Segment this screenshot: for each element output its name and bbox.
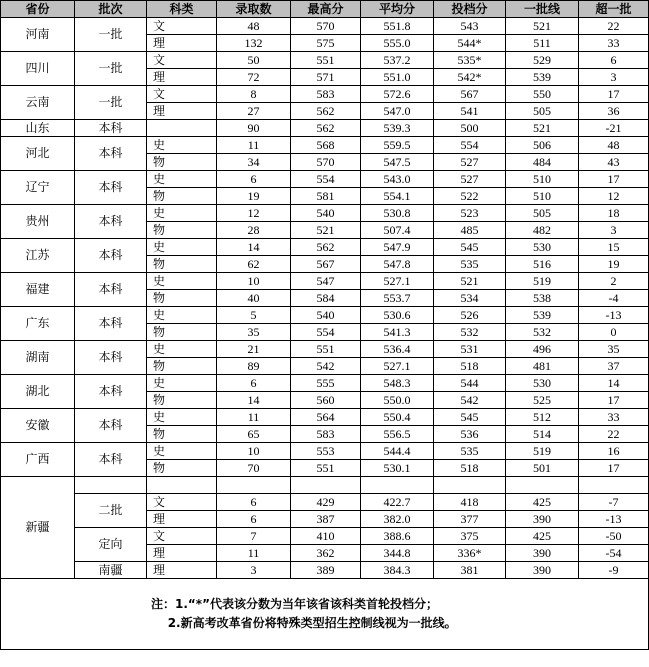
toudang-score-cell: 542 — [434, 392, 506, 409]
batch-cell: 一批 — [75, 86, 147, 120]
batch-cell: 本科 — [75, 307, 147, 341]
over-line-cell: 14 — [579, 375, 649, 392]
batch-cell: 二批 — [75, 494, 147, 528]
over-line-cell: -13 — [579, 511, 649, 528]
max-score-cell: 410 — [291, 528, 361, 545]
table-row — [1, 477, 649, 494]
avg-score-cell: 547.5 — [361, 154, 434, 171]
batch-cell: 本科 — [75, 341, 147, 375]
over-line-cell: 17 — [579, 171, 649, 188]
province-cell: 江苏 — [1, 239, 75, 273]
toudang-score-cell: 527 — [434, 154, 506, 171]
max-score-cell: 554 — [291, 171, 361, 188]
over-line-cell: 36 — [579, 103, 649, 120]
over-line-cell: -9 — [579, 562, 649, 579]
batch-cell: 定向 — [75, 528, 147, 562]
avg-score-cell: 547.0 — [361, 103, 434, 120]
subject-cell: 史 — [147, 239, 217, 256]
province-cell: 山东 — [1, 120, 75, 137]
first-batch-line-cell: 512 — [506, 409, 579, 426]
first-batch-line-cell: 514 — [506, 426, 579, 443]
table-row — [1, 137, 649, 154]
count-cell: 21 — [217, 341, 291, 358]
avg-score-cell: 559.5 — [361, 137, 434, 154]
table-row — [1, 205, 649, 222]
avg-score-cell: 547.9 — [361, 239, 434, 256]
over-line-cell: 3 — [579, 69, 649, 86]
column-header: 省份 — [1, 1, 75, 18]
table-row — [1, 528, 649, 545]
subject-cell: 史 — [147, 273, 217, 290]
max-score-cell: 389 — [291, 562, 361, 579]
province-cell: 福建 — [1, 273, 75, 307]
batch-cell: 南疆 — [75, 562, 147, 579]
max-score-cell: 551 — [291, 460, 361, 477]
over-line-cell: 33 — [579, 35, 649, 52]
avg-score-cell: 548.3 — [361, 375, 434, 392]
count-cell: 14 — [217, 239, 291, 256]
max-score-cell: 555 — [291, 375, 361, 392]
toudang-score-cell: 535 — [434, 443, 506, 460]
first-batch-line-cell: 510 — [506, 188, 579, 205]
max-score-cell: 551 — [291, 52, 361, 69]
first-batch-line-cell: 529 — [506, 52, 579, 69]
toudang-score-cell: 544 — [434, 375, 506, 392]
batch-cell: 本科 — [75, 273, 147, 307]
over-line-cell: 33 — [579, 409, 649, 426]
table-row — [1, 494, 649, 511]
count-cell: 11 — [217, 137, 291, 154]
over-line-cell: -4 — [579, 290, 649, 307]
table-row — [1, 375, 649, 392]
first-batch-line-cell — [506, 477, 579, 494]
first-batch-line-cell: 390 — [506, 545, 579, 562]
subject-cell: 物 — [147, 154, 217, 171]
toudang-score-cell: 567 — [434, 86, 506, 103]
max-score-cell: 570 — [291, 154, 361, 171]
first-batch-line-cell: 530 — [506, 375, 579, 392]
column-header: 批次 — [75, 1, 147, 18]
count-cell: 70 — [217, 460, 291, 477]
first-batch-line-cell: 425 — [506, 528, 579, 545]
over-line-cell: -7 — [579, 494, 649, 511]
over-line-cell: 15 — [579, 239, 649, 256]
over-line-cell: 0 — [579, 324, 649, 341]
header-row — [1, 1, 649, 18]
max-score-cell: 553 — [291, 443, 361, 460]
toudang-score-cell: 531 — [434, 341, 506, 358]
count-cell: 14 — [217, 392, 291, 409]
batch-cell: 本科 — [75, 443, 147, 477]
over-line-cell — [579, 477, 649, 494]
subject-cell: 物 — [147, 460, 217, 477]
count-cell: 50 — [217, 52, 291, 69]
batch-cell: 本科 — [75, 120, 147, 137]
over-line-cell: 3 — [579, 222, 649, 239]
count-cell: 10 — [217, 443, 291, 460]
first-batch-line-cell: 484 — [506, 154, 579, 171]
max-score-cell: 542 — [291, 358, 361, 375]
over-line-cell: 48 — [579, 137, 649, 154]
toudang-score-cell: 518 — [434, 460, 506, 477]
over-line-cell: 18 — [579, 205, 649, 222]
avg-score-cell: 507.4 — [361, 222, 434, 239]
column-header: 科类 — [147, 1, 217, 18]
count-cell: 89 — [217, 358, 291, 375]
subject-cell: 理 — [147, 545, 217, 562]
province-cell: 河北 — [1, 137, 75, 171]
province-cell: 辽宁 — [1, 171, 75, 205]
count-cell: 19 — [217, 188, 291, 205]
avg-score-cell: 388.6 — [361, 528, 434, 545]
subject-cell: 物 — [147, 392, 217, 409]
toudang-score-cell: 543 — [434, 18, 506, 35]
avg-score-cell: 537.2 — [361, 52, 434, 69]
avg-score-cell: 530.1 — [361, 460, 434, 477]
subject-cell: 物 — [147, 324, 217, 341]
table-row — [1, 86, 649, 103]
over-line-cell: 12 — [579, 188, 649, 205]
max-score-cell: 564 — [291, 409, 361, 426]
count-cell: 5 — [217, 307, 291, 324]
toudang-score-cell: 375 — [434, 528, 506, 545]
first-batch-line-cell: 519 — [506, 443, 579, 460]
over-line-cell: 22 — [579, 426, 649, 443]
batch-cell: 本科 — [75, 239, 147, 273]
first-batch-line-cell: 510 — [506, 171, 579, 188]
toudang-score-cell: 527 — [434, 171, 506, 188]
over-line-cell: -21 — [579, 120, 649, 137]
province-cell: 湖北 — [1, 375, 75, 409]
subject-cell: 文 — [147, 18, 217, 35]
over-line-cell: 37 — [579, 358, 649, 375]
first-batch-line-cell: 390 — [506, 562, 579, 579]
column-header: 投档分 — [434, 1, 506, 18]
table-row — [1, 120, 649, 137]
subject-cell — [147, 120, 217, 137]
column-header: 平均分 — [361, 1, 434, 18]
max-score-cell: 429 — [291, 494, 361, 511]
count-cell: 62 — [217, 256, 291, 273]
avg-score-cell: 541.3 — [361, 324, 434, 341]
count-cell: 90 — [217, 120, 291, 137]
over-line-cell: 16 — [579, 443, 649, 460]
over-line-cell: -54 — [579, 545, 649, 562]
max-score-cell: 568 — [291, 137, 361, 154]
note-line-1: 注：1.“*”代表该分数为当年该省该科类首轮投档分； — [151, 597, 438, 611]
subject-cell: 理 — [147, 103, 217, 120]
toudang-score-cell: 542* — [434, 69, 506, 86]
count-cell: 6 — [217, 511, 291, 528]
max-score-cell: 567 — [291, 256, 361, 273]
avg-score-cell: 551.8 — [361, 18, 434, 35]
first-batch-line-cell: 390 — [506, 511, 579, 528]
subject-cell: 文 — [147, 52, 217, 69]
avg-score-cell: 556.5 — [361, 426, 434, 443]
count-cell: 48 — [217, 18, 291, 35]
count-cell: 11 — [217, 545, 291, 562]
toudang-score-cell: 521 — [434, 273, 506, 290]
first-batch-line-cell: 525 — [506, 392, 579, 409]
max-score-cell: 570 — [291, 18, 361, 35]
table-body — [1, 18, 649, 579]
batch-cell: 本科 — [75, 375, 147, 409]
max-score-cell: 581 — [291, 188, 361, 205]
province-cell: 广东 — [1, 307, 75, 341]
subject-cell: 理 — [147, 511, 217, 528]
province-cell: 河南 — [1, 18, 75, 52]
subject-cell: 物 — [147, 290, 217, 307]
batch-cell: 本科 — [75, 137, 147, 171]
max-score-cell: 521 — [291, 222, 361, 239]
province-cell: 新疆 — [1, 477, 75, 579]
first-batch-line-cell: 481 — [506, 358, 579, 375]
table-row — [1, 239, 649, 256]
avg-score-cell: 553.7 — [361, 290, 434, 307]
count-cell: 7 — [217, 528, 291, 545]
avg-score-cell — [361, 477, 434, 494]
over-line-cell: 22 — [579, 18, 649, 35]
avg-score-cell: 547.8 — [361, 256, 434, 273]
count-cell: 28 — [217, 222, 291, 239]
table-row — [1, 273, 649, 290]
table-row — [1, 18, 649, 35]
first-batch-line-cell: 505 — [506, 103, 579, 120]
first-batch-line-cell: 482 — [506, 222, 579, 239]
count-cell: 27 — [217, 103, 291, 120]
province-cell: 安徽 — [1, 409, 75, 443]
first-batch-line-cell: 506 — [506, 137, 579, 154]
column-header: 一批线 — [506, 1, 579, 18]
count-cell: 10 — [217, 273, 291, 290]
table-row — [1, 307, 649, 324]
first-batch-line-cell: 539 — [506, 307, 579, 324]
toudang-score-cell: 500 — [434, 120, 506, 137]
column-header: 最高分 — [291, 1, 361, 18]
max-score-cell: 547 — [291, 273, 361, 290]
count-cell: 34 — [217, 154, 291, 171]
subject-cell: 史 — [147, 205, 217, 222]
toudang-score-cell: 545 — [434, 409, 506, 426]
first-batch-line-cell: 425 — [506, 494, 579, 511]
avg-score-cell: 536.4 — [361, 341, 434, 358]
batch-cell: 本科 — [75, 205, 147, 239]
over-line-cell: 6 — [579, 52, 649, 69]
toudang-score-cell: 535 — [434, 256, 506, 273]
toudang-score-cell: 535* — [434, 52, 506, 69]
avg-score-cell: 550.4 — [361, 409, 434, 426]
table-row — [1, 562, 649, 579]
subject-cell: 理 — [147, 35, 217, 52]
max-score-cell: 583 — [291, 426, 361, 443]
avg-score-cell: 530.8 — [361, 205, 434, 222]
max-score-cell: 575 — [291, 35, 361, 52]
subject-cell — [147, 477, 217, 494]
province-cell: 四川 — [1, 52, 75, 86]
count-cell: 6 — [217, 494, 291, 511]
first-batch-line-cell: 496 — [506, 341, 579, 358]
province-cell: 湖南 — [1, 341, 75, 375]
toudang-score-cell: 381 — [434, 562, 506, 579]
batch-cell — [75, 477, 147, 494]
count-cell: 6 — [217, 171, 291, 188]
max-score-cell: 562 — [291, 239, 361, 256]
subject-cell: 物 — [147, 222, 217, 239]
subject-cell: 物 — [147, 426, 217, 443]
count-cell: 6 — [217, 375, 291, 392]
subject-cell: 史 — [147, 137, 217, 154]
first-batch-line-cell: 521 — [506, 120, 579, 137]
over-line-cell: 17 — [579, 86, 649, 103]
avg-score-cell: 422.7 — [361, 494, 434, 511]
note-line-2: 2.新高考改革省份将特殊类型招生控制线视为一批线。 — [151, 616, 457, 630]
max-score-cell: 584 — [291, 290, 361, 307]
subject-cell: 物 — [147, 358, 217, 375]
count-cell: 35 — [217, 324, 291, 341]
over-line-cell: 2 — [579, 273, 649, 290]
toudang-score-cell: 485 — [434, 222, 506, 239]
table-row — [1, 341, 649, 358]
over-line-cell: 35 — [579, 341, 649, 358]
first-batch-line-cell: 530 — [506, 239, 579, 256]
subject-cell: 理 — [147, 562, 217, 579]
avg-score-cell: 554.1 — [361, 188, 434, 205]
max-score-cell: 583 — [291, 86, 361, 103]
notes-cell — [1, 579, 649, 650]
toudang-score-cell: 418 — [434, 494, 506, 511]
table-footer — [1, 579, 649, 650]
over-line-cell: 19 — [579, 256, 649, 273]
count-cell: 3 — [217, 562, 291, 579]
avg-score-cell: 384.3 — [361, 562, 434, 579]
count-cell: 40 — [217, 290, 291, 307]
avg-score-cell: 551.0 — [361, 69, 434, 86]
max-score-cell: 554 — [291, 324, 361, 341]
avg-score-cell: 530.6 — [361, 307, 434, 324]
first-batch-line-cell: 539 — [506, 69, 579, 86]
province-cell: 贵州 — [1, 205, 75, 239]
first-batch-line-cell: 501 — [506, 460, 579, 477]
toudang-score-cell: 541 — [434, 103, 506, 120]
avg-score-cell: 550.0 — [361, 392, 434, 409]
avg-score-cell: 544.4 — [361, 443, 434, 460]
first-batch-line-cell: 505 — [506, 205, 579, 222]
first-batch-line-cell: 521 — [506, 18, 579, 35]
batch-cell: 一批 — [75, 18, 147, 52]
avg-score-cell: 572.6 — [361, 86, 434, 103]
first-batch-line-cell: 516 — [506, 256, 579, 273]
subject-cell: 物 — [147, 256, 217, 273]
table-row — [1, 52, 649, 69]
province-cell: 云南 — [1, 86, 75, 120]
toudang-score-cell: 522 — [434, 188, 506, 205]
first-batch-line-cell: 538 — [506, 290, 579, 307]
avg-score-cell: 539.3 — [361, 120, 434, 137]
first-batch-line-cell: 550 — [506, 86, 579, 103]
avg-score-cell: 555.0 — [361, 35, 434, 52]
first-batch-line-cell: 532 — [506, 324, 579, 341]
toudang-score-cell: 526 — [434, 307, 506, 324]
first-batch-line-cell: 519 — [506, 273, 579, 290]
subject-cell: 史 — [147, 171, 217, 188]
count-cell: 8 — [217, 86, 291, 103]
column-header: 录取数 — [217, 1, 291, 18]
subject-cell: 史 — [147, 409, 217, 426]
toudang-score-cell — [434, 477, 506, 494]
toudang-score-cell: 536 — [434, 426, 506, 443]
max-score-cell: 540 — [291, 307, 361, 324]
batch-cell: 一批 — [75, 52, 147, 86]
column-header: 超一批 — [579, 1, 649, 18]
over-line-cell: 17 — [579, 392, 649, 409]
max-score-cell: 387 — [291, 511, 361, 528]
count-cell: 65 — [217, 426, 291, 443]
max-score-cell: 362 — [291, 545, 361, 562]
subject-cell: 史 — [147, 443, 217, 460]
count-cell — [217, 477, 291, 494]
subject-cell: 史 — [147, 307, 217, 324]
count-cell: 132 — [217, 35, 291, 52]
avg-score-cell: 527.1 — [361, 358, 434, 375]
max-score-cell: 562 — [291, 103, 361, 120]
max-score-cell: 560 — [291, 392, 361, 409]
count-cell: 12 — [217, 205, 291, 222]
subject-cell: 物 — [147, 188, 217, 205]
table-header — [1, 1, 649, 18]
toudang-score-cell: 523 — [434, 205, 506, 222]
avg-score-cell: 543.0 — [361, 171, 434, 188]
avg-score-cell: 382.0 — [361, 511, 434, 528]
toudang-score-cell: 554 — [434, 137, 506, 154]
toudang-score-cell: 377 — [434, 511, 506, 528]
table-row — [1, 171, 649, 188]
subject-cell: 理 — [147, 69, 217, 86]
max-score-cell — [291, 477, 361, 494]
max-score-cell: 540 — [291, 205, 361, 222]
max-score-cell: 571 — [291, 69, 361, 86]
province-cell: 广西 — [1, 443, 75, 477]
subject-cell: 文 — [147, 494, 217, 511]
table-row — [1, 443, 649, 460]
toudang-score-cell: 532 — [434, 324, 506, 341]
subject-cell: 文 — [147, 528, 217, 545]
max-score-cell: 562 — [291, 120, 361, 137]
max-score-cell: 551 — [291, 341, 361, 358]
avg-score-cell: 527.1 — [361, 273, 434, 290]
subject-cell: 史 — [147, 341, 217, 358]
subject-cell: 文 — [147, 86, 217, 103]
batch-cell: 本科 — [75, 409, 147, 443]
count-cell: 11 — [217, 409, 291, 426]
first-batch-line-cell: 511 — [506, 35, 579, 52]
batch-cell: 本科 — [75, 171, 147, 205]
over-line-cell: -13 — [579, 307, 649, 324]
over-line-cell: 43 — [579, 154, 649, 171]
toudang-score-cell: 518 — [434, 358, 506, 375]
notes-row — [1, 579, 649, 650]
table-row — [1, 409, 649, 426]
toudang-score-cell: 545 — [434, 239, 506, 256]
avg-score-cell: 344.8 — [361, 545, 434, 562]
toudang-score-cell: 544* — [434, 35, 506, 52]
toudang-score-cell: 534 — [434, 290, 506, 307]
toudang-score-cell: 336* — [434, 545, 506, 562]
over-line-cell: -50 — [579, 528, 649, 545]
over-line-cell: 17 — [579, 460, 649, 477]
subject-cell: 史 — [147, 375, 217, 392]
count-cell: 72 — [217, 69, 291, 86]
